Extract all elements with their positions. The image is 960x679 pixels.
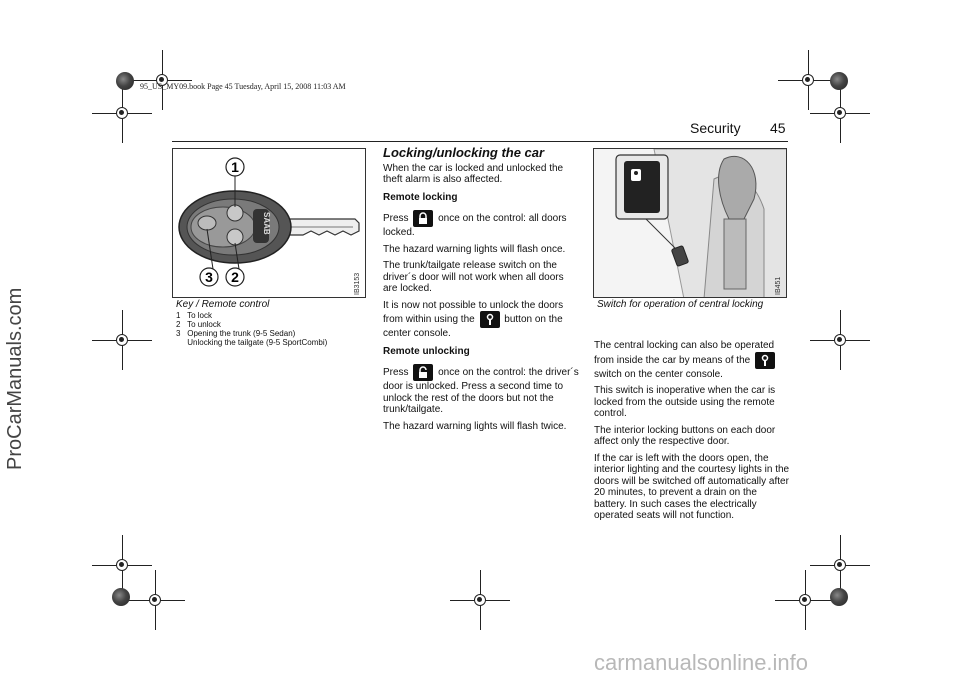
callout-1: 1 xyxy=(231,159,239,175)
key-remote-figure xyxy=(172,148,366,298)
lock-icon xyxy=(413,210,433,227)
figure-id: IB3153 xyxy=(354,272,361,295)
registration-dot xyxy=(116,72,134,90)
side-watermark: ProCarManuals.com xyxy=(4,287,26,470)
central-locking-switch-figure xyxy=(593,148,787,298)
central-lock-icon xyxy=(480,311,500,328)
paragraph: Press once on the control: the driver´s door is unlocked. Press a second time to unlock the rest of the doors but not the trunk/tailgate. xyxy=(383,364,579,416)
paragraph: When the car is locked and unlocked the theft alarm is also affected. xyxy=(383,162,564,185)
figure-caption: Switch for operation of central locking xyxy=(597,299,764,310)
paragraph: It is now not possible to unlock the doors from within using the button on the center console. xyxy=(383,299,564,339)
subheading-remote-unlocking: Remote unlocking xyxy=(383,345,470,357)
central-lock-icon xyxy=(755,352,775,369)
paragraph: The central locking can also be operated from inside the car by means of the switch on the center console. xyxy=(594,340,775,380)
book-tag: 95_US_MY09.book Page 45 Tuesday, April 15, 2008 11:03 AM xyxy=(140,82,346,91)
figure-caption: Key / Remote control xyxy=(176,299,270,310)
legend-item: Unlocking the tailgate (9-5 SportCombi) xyxy=(187,338,328,347)
figure-id: IB451 xyxy=(775,276,782,295)
paragraph: The hazard warning lights will flash twice. xyxy=(383,420,567,432)
legend-item: 1 To lock xyxy=(176,311,212,320)
unlock-icon xyxy=(413,364,433,381)
figure-legend xyxy=(176,311,366,347)
bottom-watermark: carmanualsonline.info xyxy=(594,650,809,675)
paragraph: This switch is inoperative when the car is locked from the outside using the remote control. xyxy=(594,385,776,419)
paragraph: Press once on the control: all doors locked. xyxy=(383,210,579,239)
section-heading: Locking/unlocking the car xyxy=(383,145,545,160)
middle-column xyxy=(383,147,579,437)
section-title: Security xyxy=(690,120,741,136)
registration-dot xyxy=(830,72,848,90)
key-brand-logo: SAAB xyxy=(262,212,271,235)
paragraph: The trunk/tailgate release switch on the driver´s door will not work when all doors are locked. xyxy=(383,260,564,294)
callout-2: 2 xyxy=(231,269,239,285)
key-illustration xyxy=(173,149,366,298)
legend-item: 2 To unlock xyxy=(176,320,221,329)
right-column xyxy=(594,340,790,527)
console-illustration xyxy=(594,149,787,298)
callout-3: 3 xyxy=(205,269,213,285)
header-rule xyxy=(172,141,788,142)
legend-item: 3 Opening the trunk (9-5 Sedan) xyxy=(176,329,296,338)
registration-dot xyxy=(112,588,130,606)
paragraph: The hazard warning lights will flash once. xyxy=(383,243,566,255)
subheading-remote-locking: Remote locking xyxy=(383,191,458,203)
paragraph: The interior locking buttons on each door affect only the respective door. xyxy=(594,424,776,447)
page-number: 45 xyxy=(770,120,786,136)
registration-dot xyxy=(830,588,848,606)
paragraph: If the car is left with the doors open, the interior lighting and the courtesy lights in the doors will be switched off automatically after 20 minutes, to prevent a drain on the battery. In such cases the electrically operated seats will not function. xyxy=(594,452,790,521)
